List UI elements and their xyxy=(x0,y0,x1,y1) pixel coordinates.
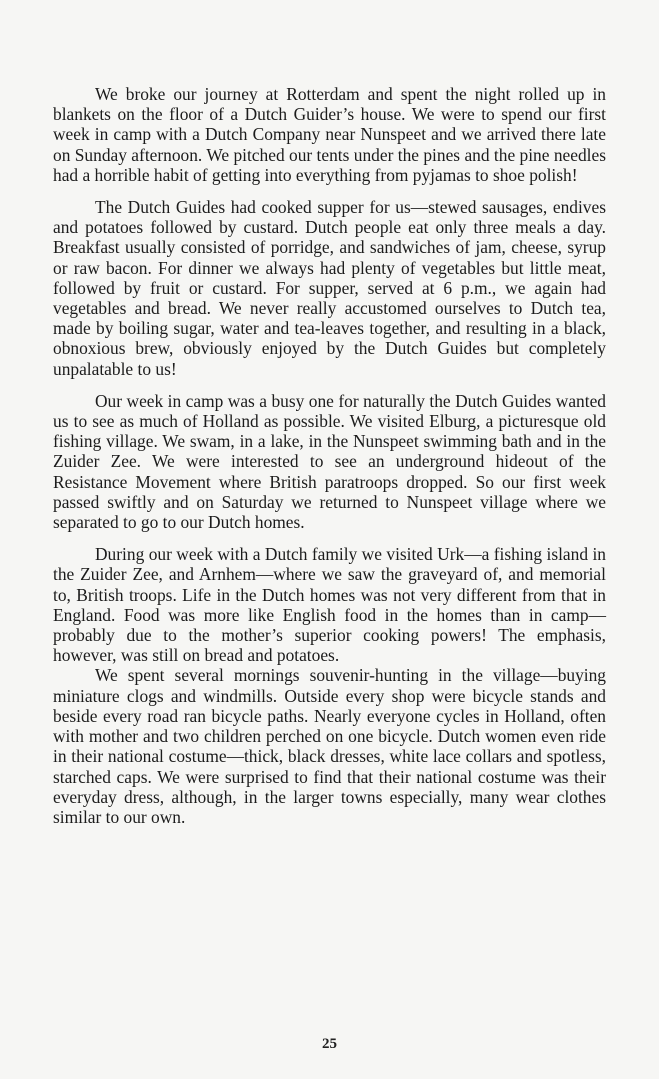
page-body xyxy=(53,84,606,839)
paragraph-dutch-food: The Dutch Guides had cooked supper for us—stewed sausages, endives and potatoes followed by custard. Dutch people eat only three meals a day. Breakfast usually consisted of porridge, and sandwiches of jam, cheese, syrup or raw bacon. For dinner we always had plenty of vegetables but little meat, followed by fruit or custard. For supper, served at 6 p.m., we again had vegetables and bread. We never really accustomed ourselves to Dutch tea, made by boiling sugar, water and tea-leaves together, and resulting in a black, obnoxious brew, obviously enjoyed by the Dutch Guides but completely unpalatable to us! xyxy=(53,197,606,379)
paragraph-souvenirs: We spent several mornings souvenir-hunting in the village—buying miniature clogs and windmills. Outside every shop were bicycle stands and beside every road ran bicycle paths. Nearly everyone cycles in Holland, often with mother and two children perched on one bicycle. Dutch women even ride in their national costume—thick, black dresses, white lace collars and spotless, starched caps. We were surprised to find that their national costume was their everyday dress, although, in the larger towns especially, many wear clothes similar to our own. xyxy=(53,665,606,827)
paragraph-camp-week: Our week in camp was a busy one for naturally the Dutch Guides wanted us to see as much of Holland as possible. We visited Elburg, a picturesque old fishing village. We swam, in a lake, in the Nunspeet swimming bath and in the Zuider Zee. We were interested to see an underground hideout of the Resistance Movement where British paratroops dropped. So our first week passed swiftly and on Saturday we returned to Nunspeet village where we separated to go to our Dutch homes. xyxy=(53,390,606,533)
paragraph-dutch-family: During our week with a Dutch family we visited Urk—a fishing island in the Zuider Zee, and Arnhem—where we saw the graveyard of, and memorial to, British troops. Life in the Dutch homes was not very different from that in England. Food was more like English food in the homes than in camp—probably due to the mother’s superior cooking powers! The emphasis, however, was still on bread and potatoes. xyxy=(53,544,606,666)
page-number: 25 xyxy=(322,1036,337,1052)
paragraph-rotterdam: We broke our journey at Rotterdam and spent the night rolled up in blankets on the floor of a Dutch Guider’s house. We were to spend our first week in camp with a Dutch Company near Nunspeet and we arrived there late on Sunday afternoon. We pitched our tents under the pines and the pine needles had a horrible habit of getting into everything from pyjamas to shoe polish! xyxy=(53,84,606,185)
